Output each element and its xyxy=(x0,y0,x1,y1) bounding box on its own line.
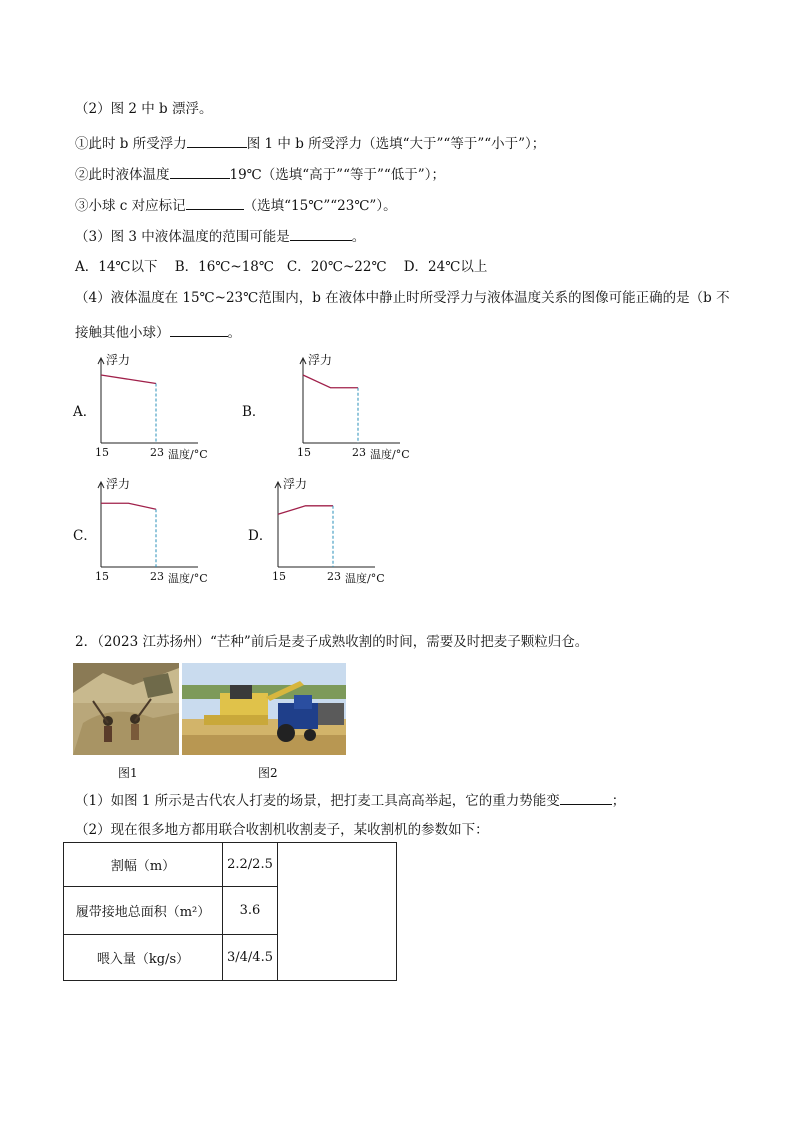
fig2-caption: 图2 xyxy=(258,766,278,780)
combine-harvester-photo xyxy=(182,663,346,755)
answer-blank[interactable] xyxy=(290,226,352,241)
param-value-cell: 3.6 xyxy=(223,887,278,935)
y-axis-label: 浮力 xyxy=(308,353,333,367)
q1-sub2 xyxy=(75,164,445,184)
x-axis-label: 温度/°C xyxy=(168,572,208,585)
q1-part4-text-before: 接触其他小球） xyxy=(75,325,170,341)
combine-harvester-image xyxy=(182,663,346,755)
q1-sub3 xyxy=(75,195,397,215)
buoyancy-curve xyxy=(278,506,333,515)
graph-option-c-label: C． xyxy=(73,528,97,544)
param-value-cell: 2.2/2.5 xyxy=(223,843,278,887)
q1-sub1-text-after: 图 1 中 b 所受浮力（选填“大于”“等于”“小于”）； xyxy=(246,136,546,152)
q1-part3-text-after: 。 xyxy=(351,229,366,245)
graph-option-a xyxy=(88,350,228,470)
q2-part1 xyxy=(75,790,625,810)
q1-sub2-text-before: ②此时液体温度 xyxy=(75,167,170,183)
q2-intro: 2．（2023 江苏扬州）“芒种”前后是麦子成熟收割的时间，需要及时把麦子颗粒归仓。 xyxy=(75,634,589,650)
param-label-cell: 割幅（m） xyxy=(64,843,223,887)
q1-sub3-text-after: （选填“15℃”“23℃”）。 xyxy=(243,198,397,214)
answer-blank[interactable] xyxy=(187,133,247,148)
x-tick-start: 15 xyxy=(95,446,109,459)
buoyancy-curve xyxy=(101,503,156,509)
x-tick-start: 15 xyxy=(272,570,286,583)
y-axis-label: 浮力 xyxy=(106,353,131,367)
q2-part2: （2）现在很多地方都用联合收割机收割麦子，某收割机的参数如下： xyxy=(75,822,489,838)
fig1-caption: 图1 xyxy=(118,766,138,780)
table-row xyxy=(64,843,397,887)
q1-part4-text-after: 。 xyxy=(227,325,241,341)
buoyancy-curve xyxy=(101,375,156,384)
graph-option-a-label: A． xyxy=(73,404,97,420)
q1-part3-options: A．14℃以下 B．16℃~18℃ C．20℃~22℃ D．24℃以上 xyxy=(75,259,488,275)
x-tick-start: 15 xyxy=(297,446,311,459)
q1-part4-line2 xyxy=(75,322,241,342)
answer-blank[interactable] xyxy=(186,195,244,210)
param-value-cell: 3/4/4.5 xyxy=(223,935,278,981)
x-tick-end: 23 xyxy=(327,570,341,583)
empty-cell xyxy=(278,843,397,981)
graph-option-b-label: B． xyxy=(242,404,266,420)
x-axis-label: 温度/°C xyxy=(168,448,208,461)
harvester-params-table xyxy=(63,842,397,981)
x-tick-end: 23 xyxy=(352,446,366,459)
q1-sub1-text-before: ①此时 b 所受浮力 xyxy=(75,136,187,152)
x-axis-label: 温度/°C xyxy=(370,448,410,461)
q1-part3-text-before: （3）图 3 中液体温度的范围可能是 xyxy=(75,229,290,245)
answer-blank[interactable] xyxy=(170,322,228,337)
graph-option-d xyxy=(265,474,405,594)
x-axis-label: 温度/°C xyxy=(345,572,385,585)
q1-part2-title: （2）图 2 中 b 漂浮。 xyxy=(75,101,213,117)
q1-sub2-text-after: 19℃（选填“高于”“等于”“低于”）； xyxy=(229,167,445,183)
x-tick-end: 23 xyxy=(150,446,164,459)
answer-blank[interactable] xyxy=(560,790,612,805)
param-label-cell: 喂入量（kg/s） xyxy=(64,935,223,981)
q2-part1-text-before: （1）如图 1 所示是古代农人打麦的场景，把打麦工具高高举起，它的重力势能变 xyxy=(75,793,560,809)
y-axis-label: 浮力 xyxy=(283,477,308,491)
q1-part3 xyxy=(75,226,365,246)
graph-option-d-label: D． xyxy=(248,528,273,544)
graph-option-b xyxy=(290,350,430,470)
q1-sub3-text-before: ③小球 c 对应标记 xyxy=(75,198,186,214)
q2-part1-text-after: ； xyxy=(611,793,626,809)
y-axis-label: 浮力 xyxy=(106,477,131,491)
param-label-cell: 履带接地总面积（m²） xyxy=(64,887,223,935)
q1-sub1 xyxy=(75,133,545,153)
buoyancy-curve xyxy=(303,375,358,388)
graph-option-c xyxy=(88,474,228,594)
x-tick-start: 15 xyxy=(95,570,109,583)
answer-blank[interactable] xyxy=(170,164,230,179)
ancient-threshing-photo xyxy=(73,663,179,755)
x-tick-end: 23 xyxy=(150,570,164,583)
q1-part4-line1: （4）液体温度在 15℃~23℃范围内，b 在液体中静止时所受浮力与液体温度关系的图像可能正确的是（b 不 xyxy=(75,290,730,306)
ancient-threshing-image xyxy=(73,663,179,755)
